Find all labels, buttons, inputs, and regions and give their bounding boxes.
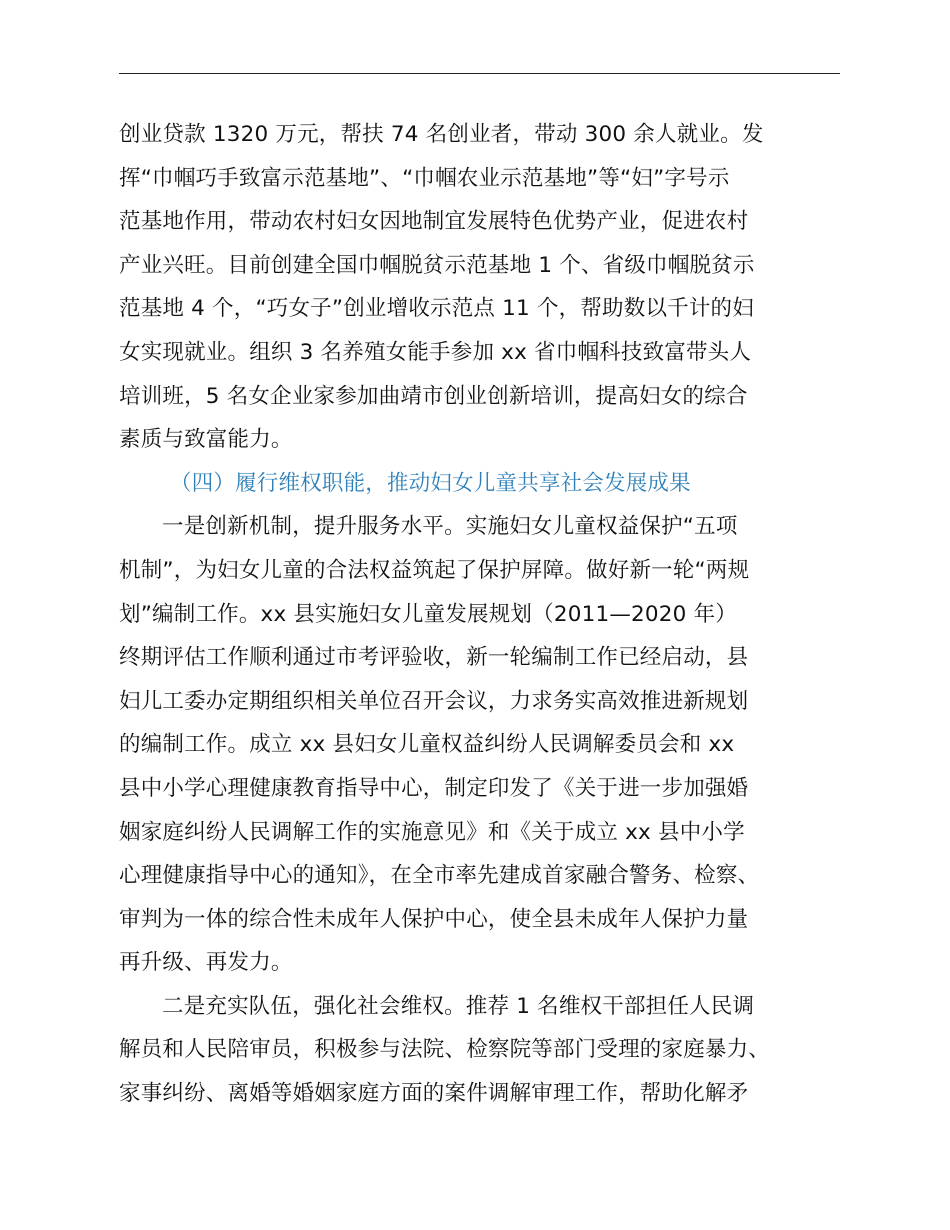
text-line: 划”编制工作。xx 县实施妇女儿童发展规划（2011—2020 年） [119, 601, 737, 627]
text-line: 机制”，为妇女儿童的合法权益筑起了保护屏障。做好新一轮“两规 [119, 557, 750, 583]
text-line: 素质与致富能力。 [119, 427, 293, 453]
paragraph-start: 二是充实队伍，强化社会维权。推荐 1 名维权干部担任人民调 [162, 993, 755, 1019]
text-line: 解员和人民陪审员，积极参与法院、检察院等部门受理的家庭暴力、 [119, 1037, 771, 1063]
text-line: 县中小学心理健康教育指导中心，制定印发了《关于进一步加强婚 [119, 775, 749, 801]
section-heading: （四）履行维权职能，推动妇女儿童共享社会发展成果 [170, 470, 691, 496]
text-line: 产业兴旺。目前创建全国巾帼脱贫示范基地 1 个、省级巾帼脱贫示 [119, 252, 755, 278]
text-line: 范基地作用，带动农村妇女因地制宜发展特色优势产业，促进农村 [119, 209, 749, 235]
text-line: 再升级、再发力。 [119, 950, 293, 976]
text-line: 挥“巾帼巧手致富示范基地”、“巾帼农业示范基地”等“妇”字号示 [119, 165, 730, 191]
text-line: 创业贷款 1320 万元，帮扶 74 名创业者，带动 300 余人就业。发 [119, 122, 764, 147]
text-line: 心理健康指导中心的通知》，在全市率先建成首家融合警务、检察、 [119, 863, 760, 889]
text-line: 姻家庭纠纷人民调解工作的实施意见》和《关于成立 xx 县中小学 [119, 819, 745, 845]
paragraph-start: 一是创新机制，提升服务水平。实施妇女儿童权益保护“五项 [162, 514, 738, 540]
document-body [119, 113, 849, 1116]
text-line: 终期评估工作顺利通过市考评验收，新一轮编制工作已经启动，县 [119, 645, 749, 671]
text-line: 范基地 4 个，“巧女子”创业增收示范点 11 个，帮助数以千计的妇 [119, 296, 754, 322]
text-line: 培训班，5 名女企业家参加曲靖市创业创新培训，提高妇女的综合 [119, 383, 748, 409]
text-line: 妇儿工委办定期组织相关单位召开会议，力求务实高效推进新规划 [119, 688, 749, 714]
text-line: 审判为一体的综合性未成年人保护中心，使全县未成年人保护力量 [119, 906, 749, 932]
text-line: 女实现就业。组织 3 名养殖女能手参加 xx 省巾帼科技致富带头人 [119, 339, 752, 365]
header-rule [119, 73, 840, 74]
text-line: 的编制工作。成立 xx 县妇女儿童权益纠纷人民调解委员会和 xx [119, 732, 735, 758]
text-line: 家事纠纷、离婚等婚姻家庭方面的案件调解审理工作，帮助化解矛 [119, 1081, 749, 1107]
